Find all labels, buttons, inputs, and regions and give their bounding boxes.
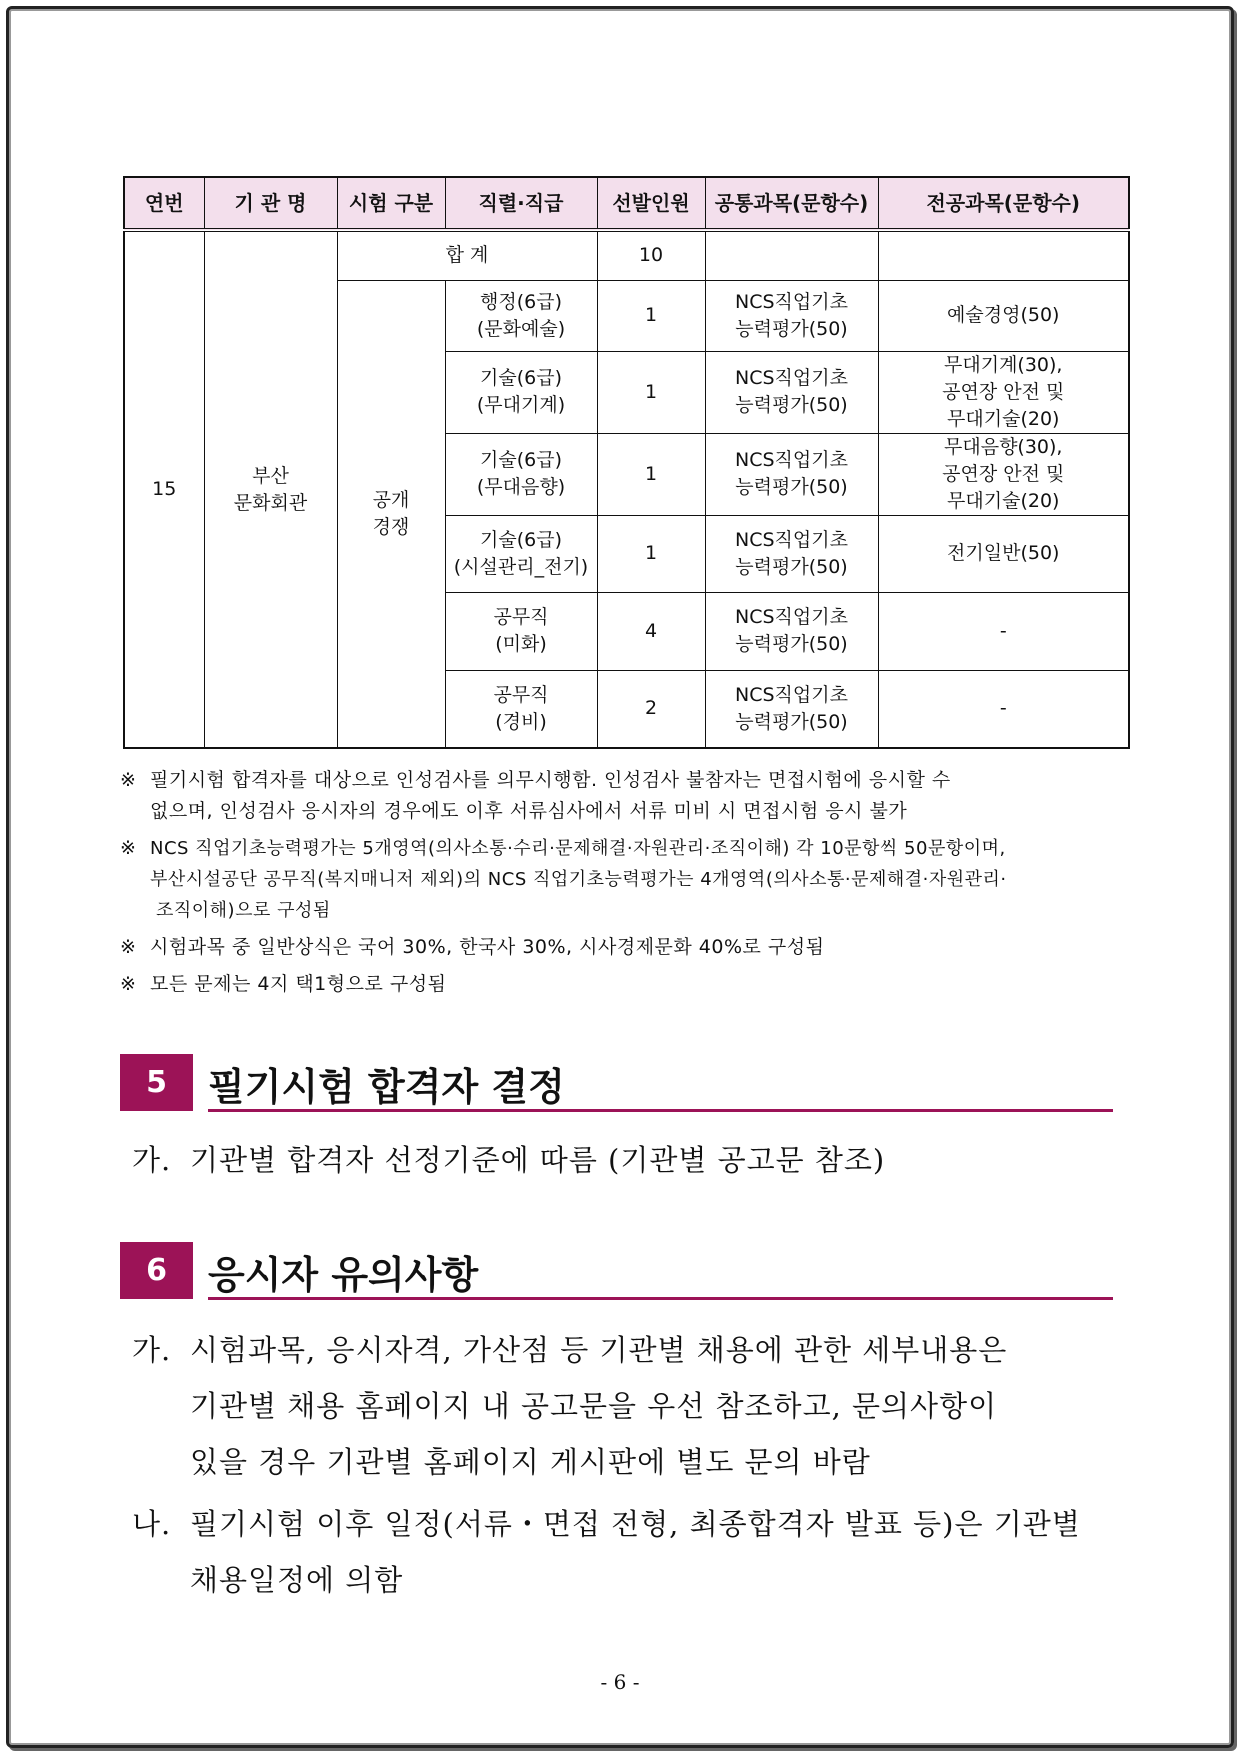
position-cell: [445, 515, 597, 592]
note-line: 조직이해)으로 구성됨: [156, 900, 331, 921]
note-mark: ※: [120, 837, 136, 859]
header-cell: 선발인원: [597, 177, 705, 230]
note-item: [120, 765, 1130, 827]
count-cell: 1: [597, 433, 705, 515]
header-cell: 공통과목(문항수): [705, 177, 878, 230]
note-item: [120, 969, 1130, 1000]
item-line: 기관별 합격자 선정기준에 따름 (기관별 공고문 참조): [190, 1143, 886, 1177]
text-line: 기술(6급): [480, 367, 562, 389]
text-line: (무대기계): [476, 394, 566, 416]
section-5-body: [132, 1132, 1132, 1188]
note-line: 시험과목 중 일반상식은 국어 30%, 한국사 30%, 시사경제문화 40%로 구성됨: [150, 936, 825, 958]
text-line: 기술(6급): [480, 528, 562, 551]
recruitment-table: [123, 176, 1130, 749]
major-subject-cell: [878, 280, 1129, 351]
text-line: 공연장 안전 및: [942, 462, 1065, 485]
exam-type-line: 경쟁: [372, 515, 410, 538]
empty-cell: [705, 230, 878, 280]
note-line: 부산시설공단 공무직(복지매니저 제외)의 NCS 직업기초능력평가는 4개영역(의사소통·문제해결·자원관리·: [150, 869, 1007, 890]
item-line: 필기시험 이후 일정(서류・면접 전형, 최종합격자 발표 등)은 기관별: [190, 1507, 1081, 1541]
text-line: (시설관리_전기): [453, 555, 589, 578]
list-item: [132, 1132, 1132, 1188]
section-underline: [208, 1297, 1113, 1300]
count-cell: 1: [597, 515, 705, 592]
text-line: 능력평가(50): [735, 394, 848, 416]
common-subject-cell: [705, 592, 878, 670]
text-line: NCS직업기초: [735, 290, 848, 313]
text-line: NCS직업기초: [735, 449, 848, 471]
section-6-body: [132, 1322, 1132, 1608]
text-line: NCS직업기초: [735, 367, 848, 389]
header-cell: 기 관 명: [204, 177, 337, 230]
text-line: 능력평가(50): [735, 317, 848, 340]
major-subject-cell: [878, 515, 1129, 592]
text-line: (경비): [495, 710, 547, 733]
text-line: NCS직업기초: [735, 683, 848, 706]
table-header-row: [124, 177, 1129, 230]
header-cell: 전공과목(문항수): [878, 177, 1129, 230]
empty-cell: [878, 230, 1129, 280]
text-line: 행정(6급): [480, 290, 562, 313]
text-line: (무대음향): [476, 476, 566, 498]
note-line: NCS 직업기초능력평가는 5개영역(의사소통·수리·문제해결·자원관리·조직이해) 각 10문항씩 50문항이며,: [150, 838, 1006, 859]
text-line: 기술(6급): [480, 449, 562, 471]
text-line: NCS직업기초: [735, 528, 848, 551]
text-line: NCS직업기초: [735, 606, 848, 628]
item-label: 나.: [132, 1507, 172, 1541]
count-cell: 2: [597, 670, 705, 748]
total-label: 합 계: [337, 230, 597, 280]
text-line: 예술경영(50): [947, 304, 1060, 326]
note-line: 필기시험 합격자를 대상으로 인성검사를 의무시행함. 인성검사 불참자는 면접시험에 응시할 수: [150, 769, 951, 791]
text-line: 능력평가(50): [735, 633, 848, 655]
position-cell: [445, 592, 597, 670]
page-number: - 6 -: [600, 1670, 640, 1694]
total-count: 10: [597, 230, 705, 280]
text-line: 전기일반(50): [947, 542, 1060, 564]
position-cell: [445, 280, 597, 351]
note-mark: ※: [120, 936, 136, 958]
section-5-header: [120, 1054, 1113, 1112]
text-line: 공무직: [493, 683, 549, 706]
item-line: 시험과목, 응시자격, 가산점 등 기관별 채용에 관한 세부내용은: [190, 1333, 1008, 1367]
position-cell: [445, 433, 597, 515]
header-cell: 연번: [124, 177, 204, 230]
seq-cell: 15: [124, 230, 204, 748]
text-line: 무대기술(20): [947, 407, 1060, 430]
header-cell: 시험 구분: [337, 177, 445, 230]
common-subject-cell: [705, 280, 878, 351]
count-cell: 1: [597, 351, 705, 433]
note-line: 없으며, 인성검사 응시자의 경우에도 이후 서류심사에서 서류 미비 시 면접시험 응시 불가: [150, 800, 908, 822]
count-cell: 4: [597, 592, 705, 670]
item-line: 채용일정에 의함: [190, 1563, 404, 1597]
exam-type-cell: [337, 280, 445, 748]
exam-type-line: 공개: [372, 488, 410, 511]
position-cell: [445, 670, 597, 748]
note-mark: ※: [120, 973, 136, 995]
text-line: 능력평가(50): [735, 710, 848, 733]
note-item: [120, 833, 1130, 926]
common-subject-cell: [705, 670, 878, 748]
common-subject-cell: [705, 351, 878, 433]
item-line: 기관별 채용 홈페이지 내 공고문을 우선 참조하고, 문의사항이: [190, 1389, 998, 1423]
note-item: [120, 932, 1130, 963]
major-subject-cell: [878, 670, 1129, 748]
text-line: 공연장 안전 및: [942, 380, 1065, 403]
count-cell: 1: [597, 280, 705, 351]
header-cell: 직렬·직급: [445, 177, 597, 230]
position-cell: [445, 351, 597, 433]
section-number: 6: [120, 1242, 193, 1299]
org-line: 문화회관: [233, 491, 308, 514]
major-subject-cell: [878, 351, 1129, 433]
list-item: [132, 1496, 1132, 1608]
note-line: 모든 문제는 4지 택1형으로 구성됨: [150, 973, 447, 995]
major-subject-cell: [878, 592, 1129, 670]
major-subject-cell: [878, 433, 1129, 515]
item-label: 가.: [132, 1143, 172, 1177]
text-line: 능력평가(50): [735, 476, 848, 498]
text-line: -: [999, 697, 1007, 720]
common-subject-cell: [705, 433, 878, 515]
section-title: 필기시험 합격자 결정: [208, 1065, 565, 1109]
table-row-total: [124, 230, 1129, 280]
section-6-header: [120, 1242, 1113, 1300]
text-line: 무대기술(20): [947, 489, 1060, 512]
text-line: (문화예술): [476, 317, 566, 340]
org-line: 부산: [252, 464, 289, 487]
text-line: 무대음향(30),: [944, 435, 1063, 458]
notes-list: [120, 765, 1130, 1006]
text-line: (미화): [495, 633, 547, 655]
text-line: -: [999, 619, 1007, 642]
section-underline: [208, 1109, 1113, 1112]
text-line: 공무직: [493, 606, 549, 628]
org-cell: [204, 230, 337, 748]
note-mark: ※: [120, 769, 136, 791]
section-title: 응시자 유의사항: [208, 1253, 479, 1297]
item-label: 가.: [132, 1333, 172, 1367]
list-item: [132, 1322, 1132, 1490]
text-line: 능력평가(50): [735, 555, 848, 578]
section-number: 5: [120, 1054, 193, 1111]
item-line: 있을 경우 기관별 홈페이지 게시판에 별도 문의 바람: [190, 1445, 871, 1479]
text-line: 무대기계(30),: [944, 353, 1063, 376]
common-subject-cell: [705, 515, 878, 592]
